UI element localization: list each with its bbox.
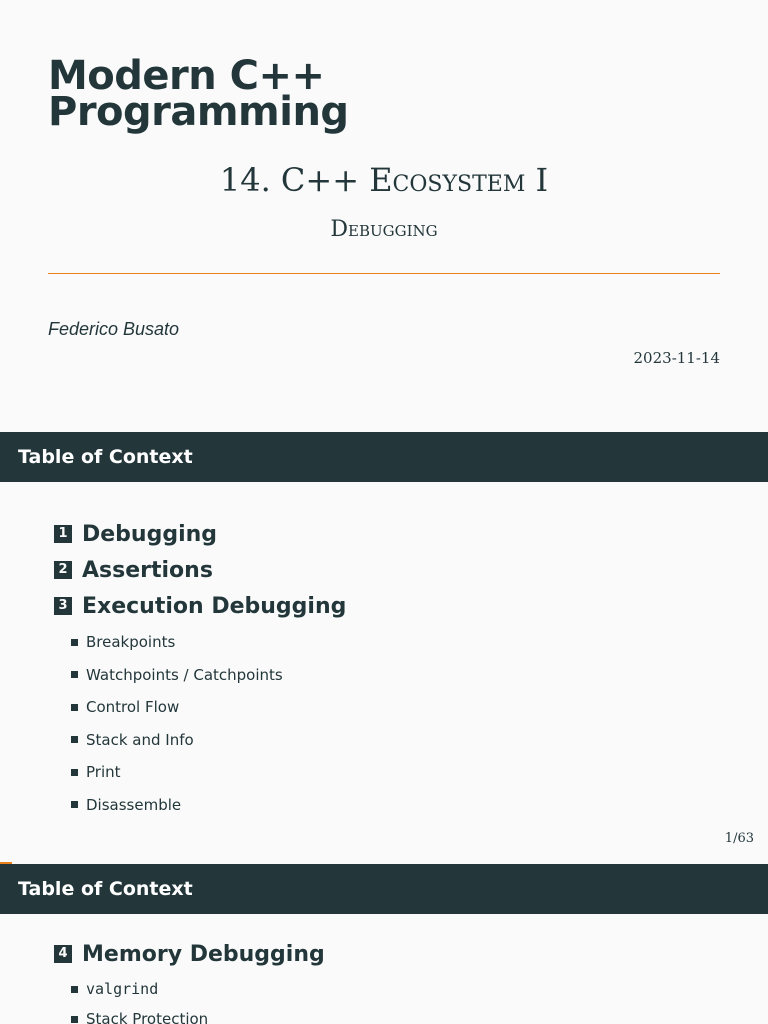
square-bullet-icon xyxy=(71,986,78,993)
toc-section[interactable] xyxy=(54,552,346,588)
presentation-date: 2023-11-14 xyxy=(633,349,720,367)
section-number-badge: 1 xyxy=(54,525,72,543)
section-label: Assertions xyxy=(82,557,213,583)
toc-slide-1 xyxy=(0,432,768,864)
toc-subsection[interactable] xyxy=(71,691,346,724)
toc-section[interactable] xyxy=(54,936,325,972)
toc-slide-2 xyxy=(0,864,768,1024)
section-label: Execution Debugging xyxy=(82,593,347,619)
toc-section[interactable] xyxy=(54,516,346,552)
chapter-title: 14. C++ Ecosystem I xyxy=(219,161,549,199)
toc-subsection[interactable] xyxy=(71,626,346,659)
subsection-label: Stack Protection xyxy=(86,1010,209,1024)
subsection-label: valgrind xyxy=(86,980,159,998)
square-bullet-icon xyxy=(71,801,78,808)
toc-subsection[interactable] xyxy=(71,789,346,822)
square-bullet-icon xyxy=(71,736,78,743)
square-bullet-icon xyxy=(71,671,78,678)
square-bullet-icon xyxy=(71,704,78,711)
frame-title: Table of Context xyxy=(0,864,768,914)
title-slide xyxy=(0,0,768,432)
course-title-line-1: Modern C++ xyxy=(48,53,325,99)
subsection-label: Disassemble xyxy=(86,795,182,814)
section-number-badge: 3 xyxy=(54,597,72,615)
section-number-badge: 2 xyxy=(54,561,72,579)
page-number: 1/63 xyxy=(724,831,754,846)
subsection-label: Control Flow xyxy=(86,698,180,717)
chapter-subtitle: Debugging xyxy=(330,217,438,242)
course-title xyxy=(48,53,349,135)
toc-subsection[interactable] xyxy=(71,724,346,757)
section-label: Debugging xyxy=(82,521,218,547)
square-bullet-icon xyxy=(71,1016,78,1023)
section-label: Memory Debugging xyxy=(82,941,325,967)
toc-subsection[interactable] xyxy=(71,974,325,1004)
toc-list xyxy=(54,516,346,821)
title-divider xyxy=(48,273,720,274)
toc-section[interactable] xyxy=(54,588,346,624)
section-number-badge: 4 xyxy=(54,945,72,963)
toc-list xyxy=(54,936,325,1024)
frame-title: Table of Context xyxy=(0,432,768,482)
subsection-label: Print xyxy=(86,763,121,782)
toc-subsection[interactable] xyxy=(71,1004,325,1024)
author-name: Federico Busato xyxy=(48,319,180,339)
course-title-line-2: Programming xyxy=(48,89,349,135)
toc-subsection[interactable] xyxy=(71,659,346,692)
toc-subsection[interactable] xyxy=(71,756,346,789)
square-bullet-icon xyxy=(71,639,78,646)
subsection-label: Breakpoints xyxy=(86,633,176,652)
subsection-label: Watchpoints / Catchpoints xyxy=(86,665,283,684)
square-bullet-icon xyxy=(71,769,78,776)
subsection-label: Stack and Info xyxy=(86,730,194,749)
